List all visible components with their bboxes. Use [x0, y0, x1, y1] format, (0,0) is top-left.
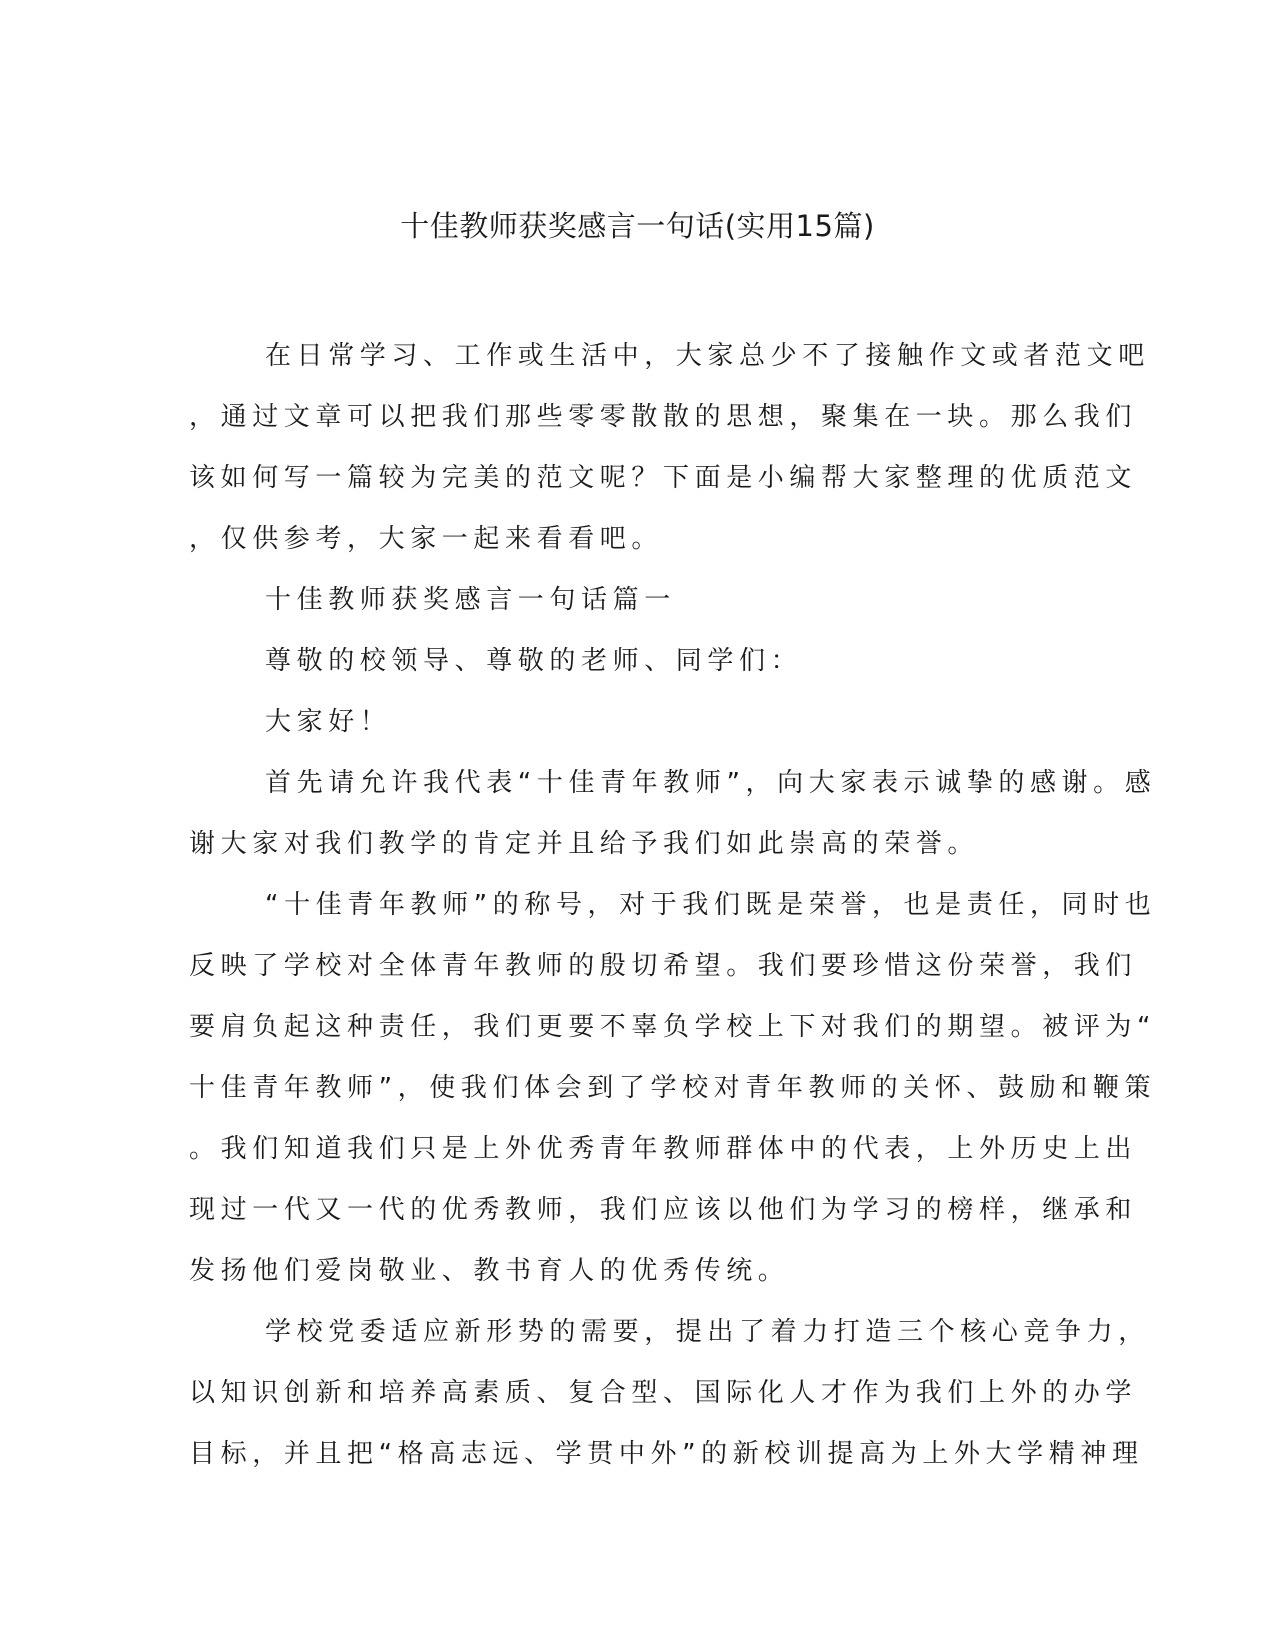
text-line: 反映了学校对全体青年教师的殷切希望。我们要珍惜这份荣誉，我们 [189, 951, 1138, 981]
text-line: ，通过文章可以把我们那些零零散散的思想，聚集在一块。那么我们 [189, 402, 1138, 432]
text-line: 要肩负起这种责任，我们更要不辜负学校上下对我们的期望。被评为“ [189, 1012, 1157, 1042]
greeting: 大家好！ [265, 707, 392, 737]
text-line: ，仅供参考，大家一起来看看吧。 [189, 524, 664, 554]
text-line: 学校党委适应新形势的需要，提出了着力打造三个核心竞争力， [265, 1317, 1150, 1347]
text-line: 现过一代又一代的优秀教师，我们应该以他们为学习的榜样，继承和 [189, 1195, 1138, 1225]
salutation: 尊敬的校领导、尊敬的老师、同学们： [265, 646, 803, 676]
text-line: 该如何写一篇较为完美的范文呢？下面是小编帮大家整理的优质范文 [189, 463, 1138, 493]
text-line: 十佳青年教师”，使我们体会到了学校对青年教师的关怀、鼓励和鞭策 [189, 1073, 1157, 1103]
text-line: 首先请允许我代表“十佳青年教师”，向大家表示诚挚的感谢。感 [265, 768, 1157, 798]
text-line: 谢大家对我们教学的肯定并且给予我们如此崇高的荣誉。 [189, 829, 980, 859]
text-line: 在日常学习、工作或生活中，大家总少不了接触作文或者范文吧 [265, 341, 1150, 371]
text-line: 发扬他们爱岗敬业、教书育人的优秀传统。 [189, 1256, 790, 1286]
document-body [189, 326, 1157, 1485]
document-title: 十佳教师获奖感言一句话(实用15篇) [400, 209, 875, 243]
section-heading: 十佳教师获奖感言一句话篇一 [265, 585, 676, 615]
text-line: “十佳青年教师”的称号，对于我们既是荣誉，也是责任，同时也 [265, 890, 1157, 920]
text-line: 目标，并且把“格高志远、学贯中外”的新校训提高为上外大学精神理 [189, 1439, 1144, 1469]
text-line: 以知识创新和培养高素质、复合型、国际化人才作为我们上外的办学 [189, 1378, 1138, 1408]
text-line: 。我们知道我们只是上外优秀青年教师群体中的代表，上外历史上出 [189, 1134, 1138, 1164]
